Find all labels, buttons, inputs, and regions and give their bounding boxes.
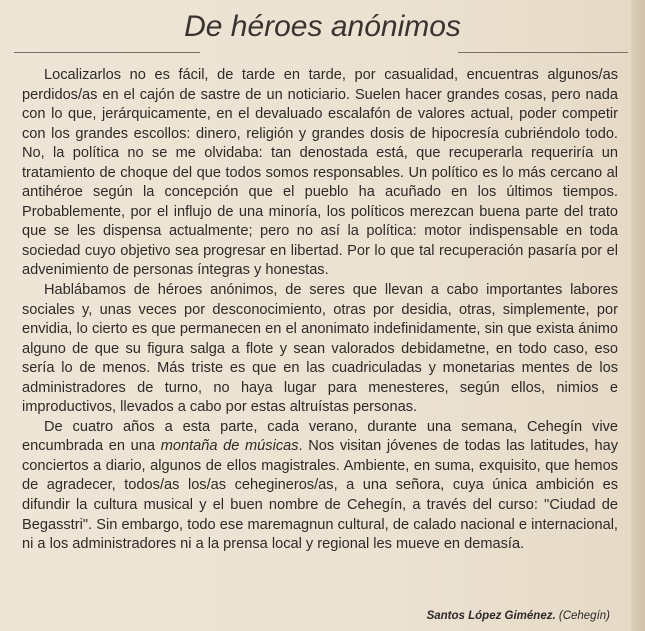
author-place: (Cehegín) bbox=[558, 610, 610, 622]
article-body bbox=[22, 66, 618, 555]
article-signature bbox=[427, 610, 610, 622]
title-rule-right bbox=[458, 52, 628, 53]
paragraph-3-after: . Nos visitan jóvenes de todas las latitudes, hay conciertos a diario, algunos de ellos magistrales. Ambiente, en suma, exquisito, que hemos de agradecer, todos/as los/as cehegineros/as, a una señora, cuya única ambición es difundir la cultura musical y el buen nombre de Cehegín, a través del curso: "Ciudad de Begasstri". Sin embargo, todo ese maremagnun cultural, de calado nacional e internacional, ni a los administradores ni a la prensa local y regional les mueve en demasía. bbox=[22, 438, 618, 553]
paragraph-3-emphasis: montaña de músicas bbox=[160, 438, 299, 455]
page-edge bbox=[631, 0, 645, 631]
paragraph-1: Localizarlos no es fácil, de tarde en tarde, por casualidad, encuentras algunos/as perdidos/as en el cajón de sastre de un noticiario. Suelen hacer grandes cosas, pero nada con lo que, jerárquicamente, en el devaluado escalafón de valores actual, poder competir con los grandes escollos: dinero, religión y grandes dosis de hipocresía cubriéndolo todo. No, la política no se me olvidaba: tan denostada está, que recuperarla requeriría un tratamiento de choque del que todos somos responsables. Un político es lo más cercano al antihéroe según la concepción que el pueblo ha acuñado en los últimos tiempos. Probablemente, por el influjo de una minoría, los políticos merezcan buena parte del trato que se les dispensa actualmente; pero no así la política: motor indispensable en toda sociedad cuyo objetivo sea progresar en libertad. Por lo que tal recuperación pasaría por el advenimiento de personas íntegras y honestas. bbox=[22, 67, 618, 279]
author-name: Santos López Giménez. bbox=[426, 610, 556, 622]
title-rule-left bbox=[14, 52, 200, 53]
paragraph-3 bbox=[22, 418, 618, 555]
paragraph-2: Hablábamos de héroes anónimos, de seres que llevan a cabo importantes labores sociales y, unas veces por desconocimiento, otras por desidia, otras, simplemente, por envidia, lo cierto es que permanecen en el anonimato indefinidamente, sin que exista ánimo alguno de que su figura salga a flote y sean valorados debidametne, en todo caso, eso sería lo de menos. Más triste es que en las cuadriculadas y monetarias mentes de los administradores de turno, no haya lugar para menesteres, según ellos, nimios e improductivos, llevados a cabo por estas altruístas personas. bbox=[22, 282, 618, 416]
paragraph-3-before: De cuatro años a esta parte, cada verano, durante una semana, Cehegín vive encumbrada en una bbox=[22, 418, 618, 455]
article-title: De héroes anónimos bbox=[184, 10, 461, 43]
